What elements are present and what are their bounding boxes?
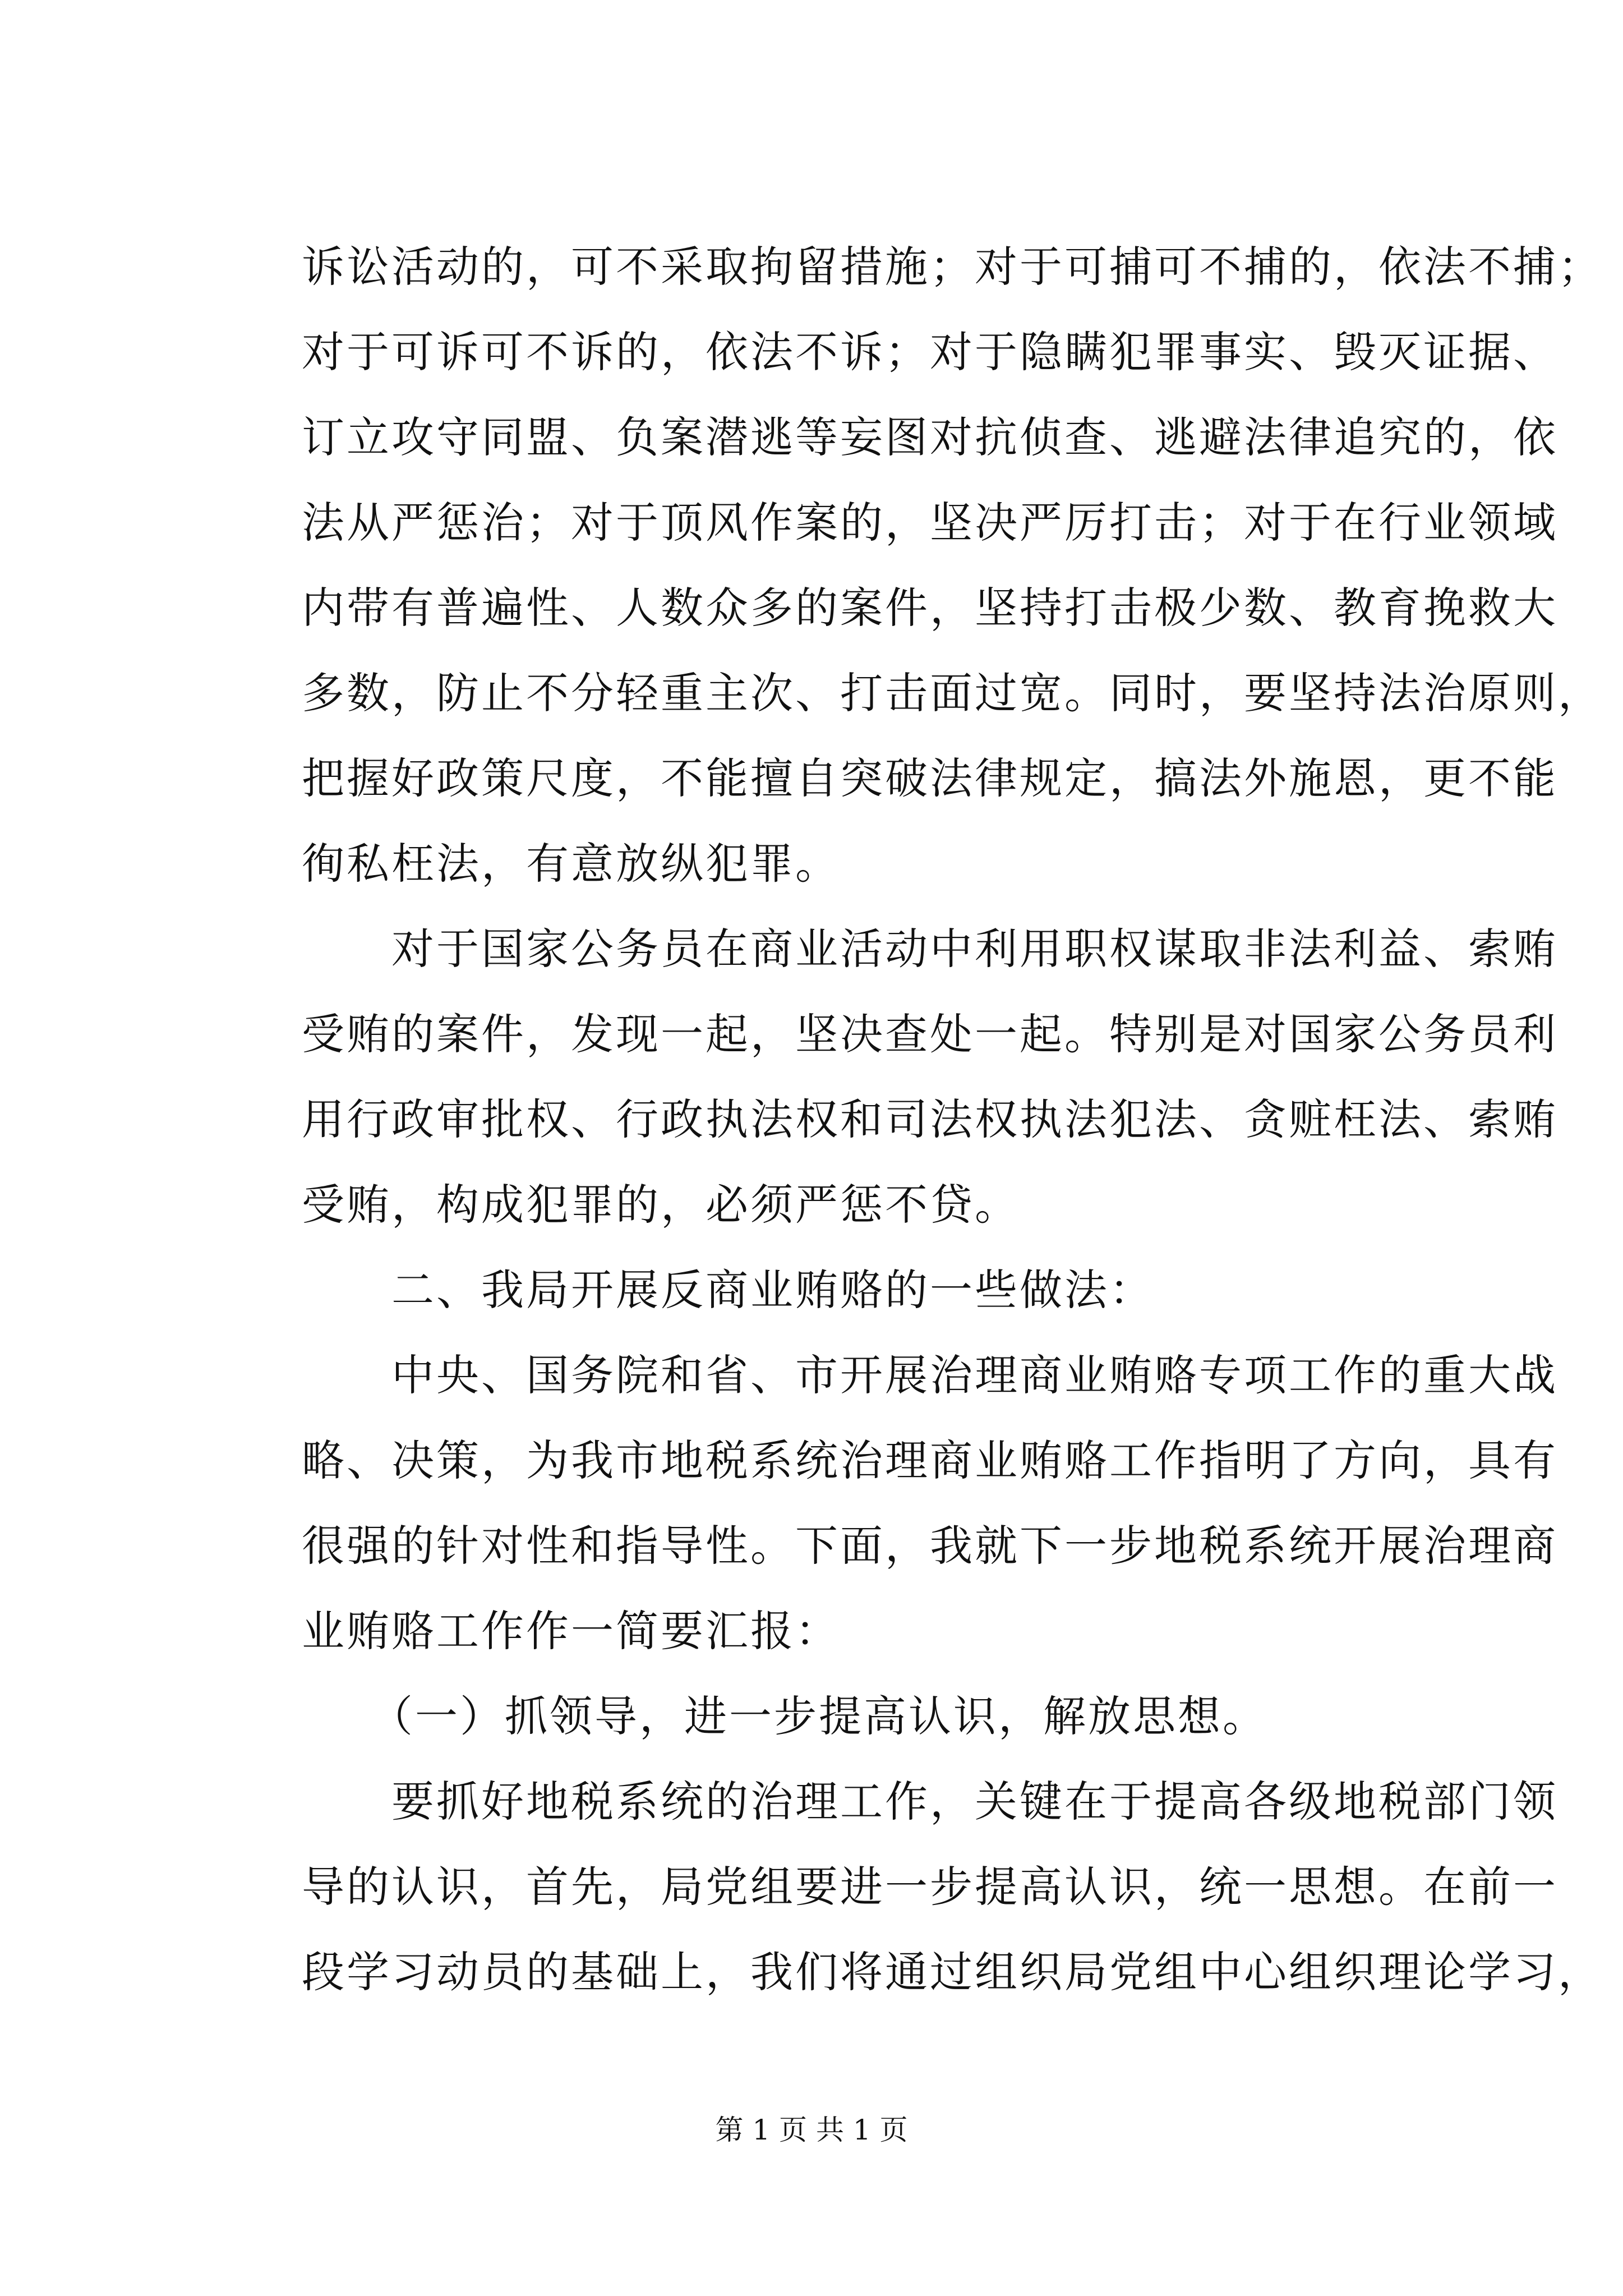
text-line: 略、决策，为我市地税系统治理商业贿赂工作指明了方向，具有 bbox=[302, 1435, 1558, 1485]
text-line: 导的认识，首先，局党组要进一步提高认识，统一思想。在前一 bbox=[302, 1862, 1558, 1912]
text-line: 段学习动员的基础上，我们将通过组织局党组中心组织理论学习， bbox=[302, 1947, 1603, 1997]
text-line: 对于可诉可不诉的，依法不诉；对于隐瞒犯罪事实、毁灭证据、 bbox=[302, 327, 1558, 377]
text-line: 内带有普遍性、人数众多的案件，坚持打击极少数、教育挽救大 bbox=[302, 583, 1558, 633]
text-line: 用行政审批权、行政执法权和司法权执法犯法、贪赃枉法、索贿 bbox=[302, 1094, 1558, 1144]
page-footer bbox=[0, 2110, 1623, 2150]
text-line: 订立攻守同盟、负案潜逃等妄图对抗侦查、逃避法律追究的，依 bbox=[302, 412, 1558, 462]
subsection-heading: （一）抓领导，进一步提高认识，解放思想。 bbox=[302, 1691, 1267, 1741]
text-line: 多数，防止不分轻重主次、打击面过宽。同时，要坚持法治原则， bbox=[302, 668, 1603, 718]
text-line: 受贿，构成犯罪的，必须严惩不贷。 bbox=[302, 1180, 1020, 1230]
text-line: 业贿赂工作作一简要汇报： bbox=[302, 1606, 840, 1656]
paragraph-start-line: 要抓好地税系统的治理工作，关键在于提高各级地税部门领 bbox=[302, 1777, 1558, 1826]
section-heading: 二、我局开展反商业贿赂的一些做法： bbox=[302, 1265, 1154, 1315]
text-line: 把握好政策尺度，不能擅自突破法律规定，搞法外施恩，更不能 bbox=[302, 753, 1558, 803]
text-line: 诉讼活动的，可不采取拘留措施；对于可捕可不捕的，依法不捕； bbox=[302, 242, 1603, 292]
text-line: 法从严惩治；对于顶风作案的，坚决严厉打击；对于在行业领域 bbox=[302, 498, 1558, 547]
text-line: 徇私枉法，有意放纵犯罪。 bbox=[302, 839, 840, 889]
document-body bbox=[302, 224, 1603, 2015]
paragraph-start-line: 对于国家公务员在商业活动中利用职权谋取非法利益、索贿 bbox=[302, 924, 1558, 974]
text-line: 很强的针对性和指导性。下面，我就下一步地税系统开展治理商 bbox=[302, 1521, 1558, 1571]
text-line: 受贿的案件，发现一起，坚决查处一起。特别是对国家公务员利 bbox=[302, 1009, 1558, 1059]
paragraph-start-line: 中央、国务院和省、市开展治理商业贿赂专项工作的重大战 bbox=[302, 1350, 1558, 1400]
page-number-label: 第 1 页 共 1 页 bbox=[715, 2114, 908, 2146]
